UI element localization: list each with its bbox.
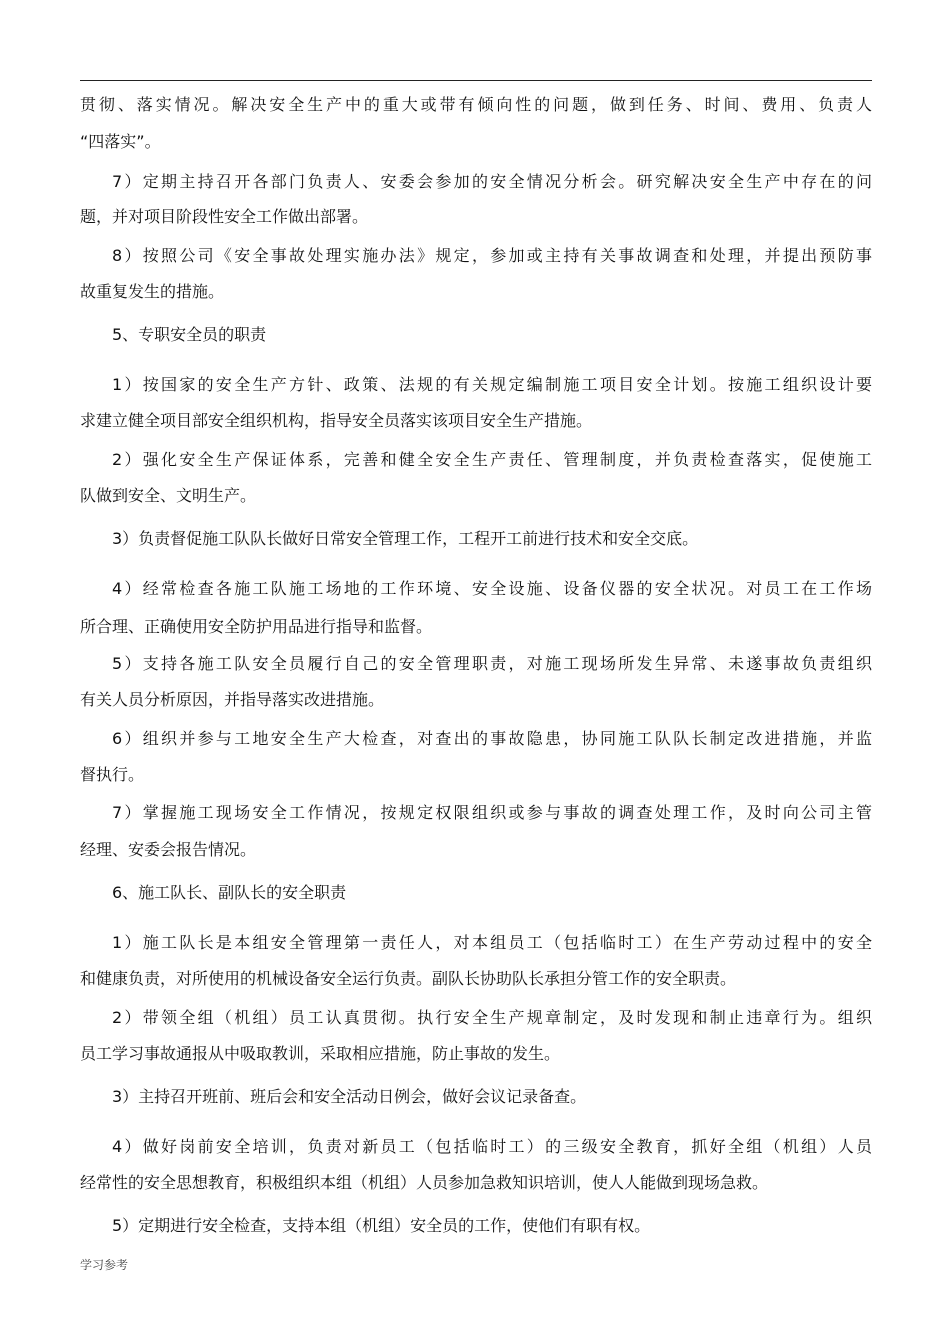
- text-line: 5）定期进行安全检查，支持本组（机组）安全员的工作，使他们有职有权。: [112, 1216, 651, 1235]
- text-line: “四落实”。: [80, 132, 161, 151]
- text-line: 2）强化安全生产保证体系，完善和健全安全生产责任、管理制度，并负责检查落实，促使施工: [112, 450, 872, 469]
- text-line: 督执行。: [80, 765, 145, 784]
- header-rule: [80, 80, 872, 81]
- text-line: 5）支持各施工队安全员履行自己的安全管理职责，对施工现场所发生异常、未遂事故负责组织: [112, 654, 872, 673]
- page-footer: 学习参考: [80, 1258, 129, 1272]
- text-line: 队做到安全、文明生产。: [80, 486, 257, 505]
- section-heading: 6、施工队长、副队长的安全职责: [112, 883, 347, 902]
- text-line: 3）主持召开班前、班后会和安全活动日例会，做好会议记录备查。: [112, 1087, 587, 1106]
- text-line: 8）按照公司《安全事故处理实施办法》规定，参加或主持有关事故调查和处理，并提出预防事: [112, 246, 872, 265]
- text-line: 经理、安委会报告情况。: [80, 840, 257, 859]
- text-line: 所合理、正确使用安全防护用品进行指导和监督。: [80, 617, 433, 636]
- text-line: 4）做好岗前安全培训，负责对新员工（包括临时工）的三级安全教育，抓好全组（机组）人员: [112, 1137, 872, 1156]
- text-line: 经常性的安全思想教育，积极组织本组（机组）人员参加急救知识培训，使人人能做到现场急救。: [80, 1173, 769, 1192]
- text-line: 4）经常检查各施工队施工场地的工作环境、安全设施、设备仪器的安全状况。对员工在工作场: [112, 579, 872, 598]
- text-line: 2）带领全组（机组）员工认真贯彻。执行安全生产规章制定，及时发现和制止违章行为。组织: [112, 1008, 872, 1027]
- text-line: 7）掌握施工现场安全工作情况，按规定权限组织或参与事故的调查处理工作，及时向公司主管: [112, 803, 872, 822]
- text-line: 故重复发生的措施。: [80, 282, 225, 301]
- text-line: 3）负责督促施工队队长做好日常安全管理工作，工程开工前进行技术和安全交底。: [112, 529, 699, 548]
- section-heading: 5、专职安全员的职责: [112, 325, 267, 344]
- text-line: 贯彻、落实情况。解决安全生产中的重大或带有倾向性的问题，做到任务、时间、费用、负责人: [80, 95, 872, 114]
- text-line: 和健康负责，对所使用的机械设备安全运行负责。副队长协助队长承担分管工作的安全职责。: [80, 969, 737, 988]
- text-line: 员工学习事故通报从中吸取教训，采取相应措施，防止事故的发生。: [80, 1044, 561, 1063]
- text-line: 1）施工队长是本组安全管理第一责任人，对本组员工（包括临时工）在生产劳动过程中的安全: [112, 933, 872, 952]
- text-line: 有关人员分析原因，并指导落实改进措施。: [80, 690, 385, 709]
- text-line: 1）按国家的安全生产方针、政策、法规的有关规定编制施工项目安全计划。按施工组织设计要: [112, 375, 872, 394]
- text-line: 题，并对项目阶段性安全工作做出部署。: [80, 207, 369, 226]
- text-line: 求建立健全项目部安全组织机构，指导安全员落实该项目安全生产措施。: [80, 411, 593, 430]
- text-line: 6）组织并参与工地安全生产大检查，对查出的事故隐患，协同施工队队长制定改进措施，并监: [112, 729, 872, 748]
- text-line: 7）定期主持召开各部门负责人、安委会参加的安全情况分析会。研究解决安全生产中存在的问: [112, 172, 872, 191]
